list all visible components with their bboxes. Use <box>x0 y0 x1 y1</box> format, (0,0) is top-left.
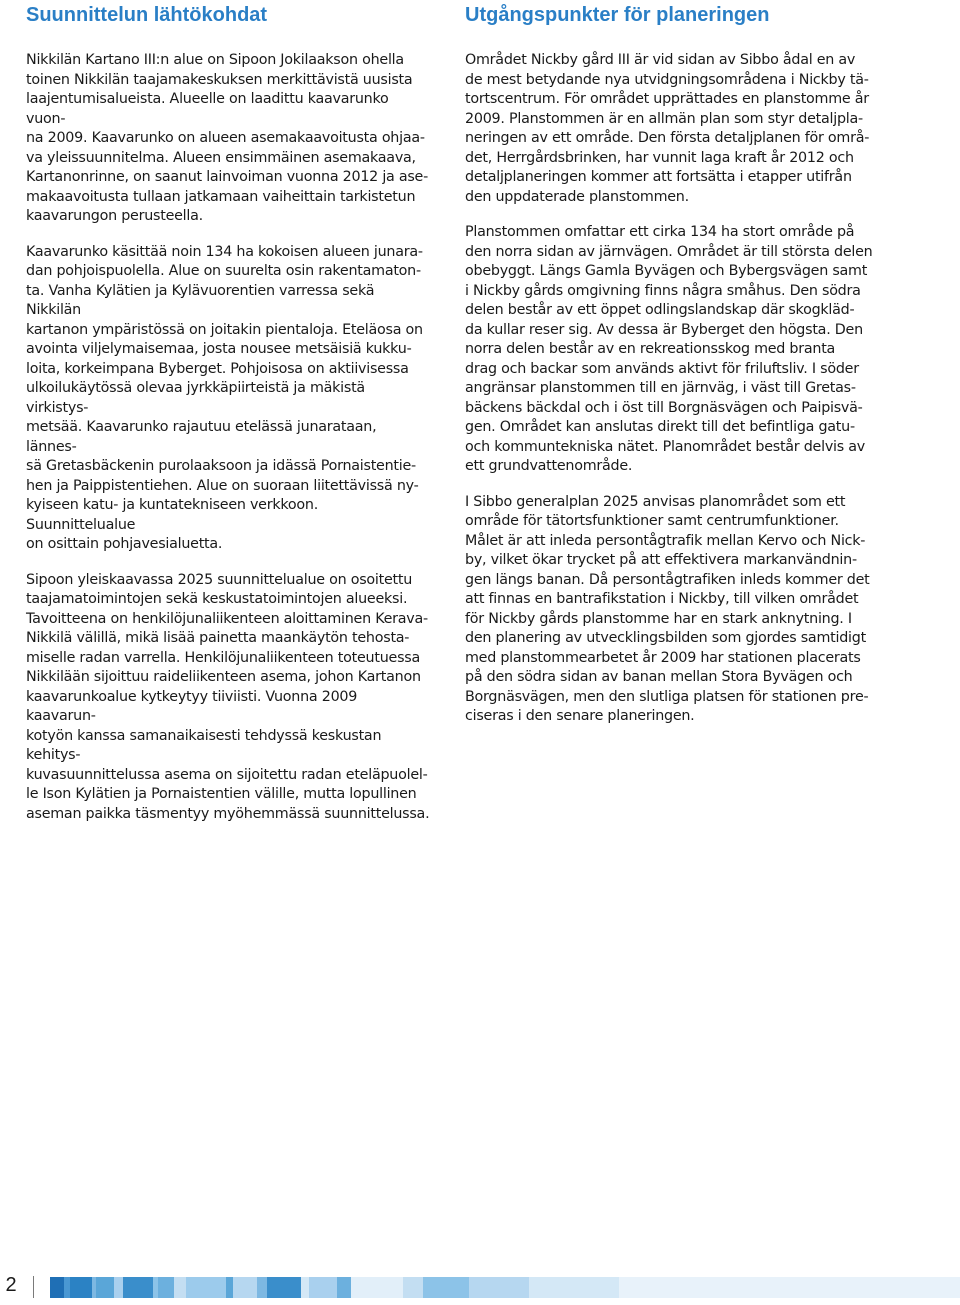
swedish-body <box>465 51 875 727</box>
strip-segment <box>158 1277 174 1298</box>
swedish-heading: Utgångspunkter för planeringen <box>465 4 770 26</box>
strip-segment <box>257 1277 267 1298</box>
strip-segment <box>174 1277 186 1298</box>
strip-segment <box>123 1277 153 1298</box>
strip-segment <box>186 1277 226 1298</box>
finnish-body <box>26 51 431 824</box>
finnish-column <box>26 0 431 840</box>
strip-segment <box>70 1277 92 1298</box>
strip-segment <box>301 1277 309 1298</box>
strip-segment <box>403 1277 423 1298</box>
strip-segment <box>469 1277 529 1298</box>
color-strip <box>50 1277 960 1298</box>
page-number: 2 <box>5 1274 17 1296</box>
strip-segment <box>619 1277 960 1298</box>
swedish-column <box>465 0 875 743</box>
strip-segment <box>337 1277 351 1298</box>
strip-segment <box>309 1277 337 1298</box>
finnish-heading: Suunnittelun lähtökohdat <box>26 4 268 26</box>
strip-segment <box>50 1277 64 1298</box>
footer-divider <box>33 1276 34 1298</box>
page-footer <box>0 1268 960 1305</box>
strip-segment <box>233 1277 257 1298</box>
strip-segment <box>96 1277 114 1298</box>
strip-segment <box>529 1277 619 1298</box>
swedish-paragraph: Planstommen omfattar ett cirka 134 ha stort område på den norra sidan av järnvägen. Området är till största delen obebyggt. Längs Gamla Byvägen och Bybergsvägen samt i Nickby gårds omgivning finns några småhus. Den södra delen består av ett öppet odlingslandskap där skogkläd- da kullar reser sig. Av dessa är Byberget den högsta. Den norra delen består av en rekreationsskog med branta drag och backar som används aktivt för friluftsliv. I söder angränsar planstommen till en järnväg, i väst till Gretas- bäckens bäckdal och i öst till Borgnäsvägen och Paipisvä- gen. Området kan anslutas direkt till det befintliga gatu- och kommuntekniska nätet. Planområdet består delvis av ett grundvattenområde. <box>465 224 873 474</box>
swedish-paragraph: Området Nickby gård III är vid sidan av Sibbo ådal en av de mest betydande nya utvidgningsområdena i Nickby tä- tortscentrum. För området upprättades en planstomme år 2009. Planstommen är en allmän plan som styr detaljpla- neringen av ett område. Den första detaljplanen för områ- det, Herrgårdsbrinken, har vunnit laga kraft år 2012 och detaljplaneringen kommer att fortsätta i etapper utifrån den uppdaterade planstommen. <box>465 52 870 205</box>
finnish-paragraph: Nikkilän Kartano III:n alue on Sipoon Jokilaakson ohella toinen Nikkilän taajamakeskuksen merkittävistä uusista laajentumisalueista. Alueelle on laadittu kaavarunko vuon- na 2009. Kaavarunko on alueen asemakaavoitusta ohjaa- va yleissuunnitelma. Alueen ensimmäinen asemakaava, Kartanonrinne, on saanut lainvoiman vuonna 2012 ja ase- makaavoitusta tullaan jatkamaan vaiheittain tarkistetun kaavarungon perusteella. <box>26 52 429 224</box>
strip-segment <box>267 1277 301 1298</box>
swedish-paragraph: I Sibbo generalplan 2025 anvisas planområdet som ett område för tätortsfunktioner samt centrumfunktioner. Målet är att inleda persontågtrafik mellan Kervo och Nick- by, vilket ökar trycket på att effektivera markanvändnin- gen längs banan. Då persontågtrafiken inleds kommer det att finnas en bantrafikstation i Nickby, till vilken området för Nickby gårds planstomme har en stark anknytning. I den planering av utvecklingsbilden som gjordes samtidigt med planstommearbetet år 2009 har stationen placerats på den södra sidan av banan mellan Stora Byvägen och Borgnäsvägen, men den slutliga platsen för stationen pre- ciseras i den senare planeringen. <box>465 493 870 724</box>
strip-segment <box>423 1277 469 1298</box>
finnish-paragraph: Kaavarunko käsittää noin 134 ha kokoisen alueen junara- dan pohjoispuolella. Alue on suurelta osin rakentamaton- ta. Vanha Kylätien ja Kylävuorentien varressa sekä Nikkilän kartanon ympäristössä on joitakin pientaloja. Eteläosa on avointa viljelymaisemaa, josta nousee metsäisiä kukku- loita, korkeimpana Byberget. Pohjoisosa on aktiivisessa ulkoilukäytössä olevaa jyrkkäpiirteistä ja mäkistä virkistys- metsää. Kaavarunko rajautuu etelässä junarataan, lännes- sä Gretasbäckenin purolaaksoon ja idässä Pornaistentie- hen ja Paippistentiehen. Alue on suoraan liitettävissä ny- kyiseen katu- ja kuntatekniseen verkkoon. Suunnittelualue on osittain pohjavesialuetta. <box>26 243 423 552</box>
strip-segment <box>351 1277 403 1298</box>
finnish-paragraph: Sipoon yleiskaavassa 2025 suunnittelualue on osoitettu taajamatoimintojen sekä keskustatoimintojen alueeksi. Tavoitteena on henkilöjunaliikenteen aloittaminen Kerava- Nikkilä välillä, mikä lisää painetta maankäytön tehosta- miselle radan varrella. Henkilöjunaliikenteen toteutuessa Nikkilään sijoittuu raideliikenteen asema, johon Kartanon kaavarunkoalue kytkeytyy tiiviisti. Vuonna 2009 kaavarun- kotyön kanssa samanaikaisesti tehdyssä keskustan kehitys- kuvasuunnittelussa asema on sijoitettu radan eteläpuolel- le Ison Kylätien ja Pornaistentien välille, mutta lopullinen aseman paikka täsmentyy myöhemmässä suunnittelussa. <box>26 571 430 822</box>
strip-segment <box>114 1277 123 1298</box>
strip-segment <box>226 1277 233 1298</box>
